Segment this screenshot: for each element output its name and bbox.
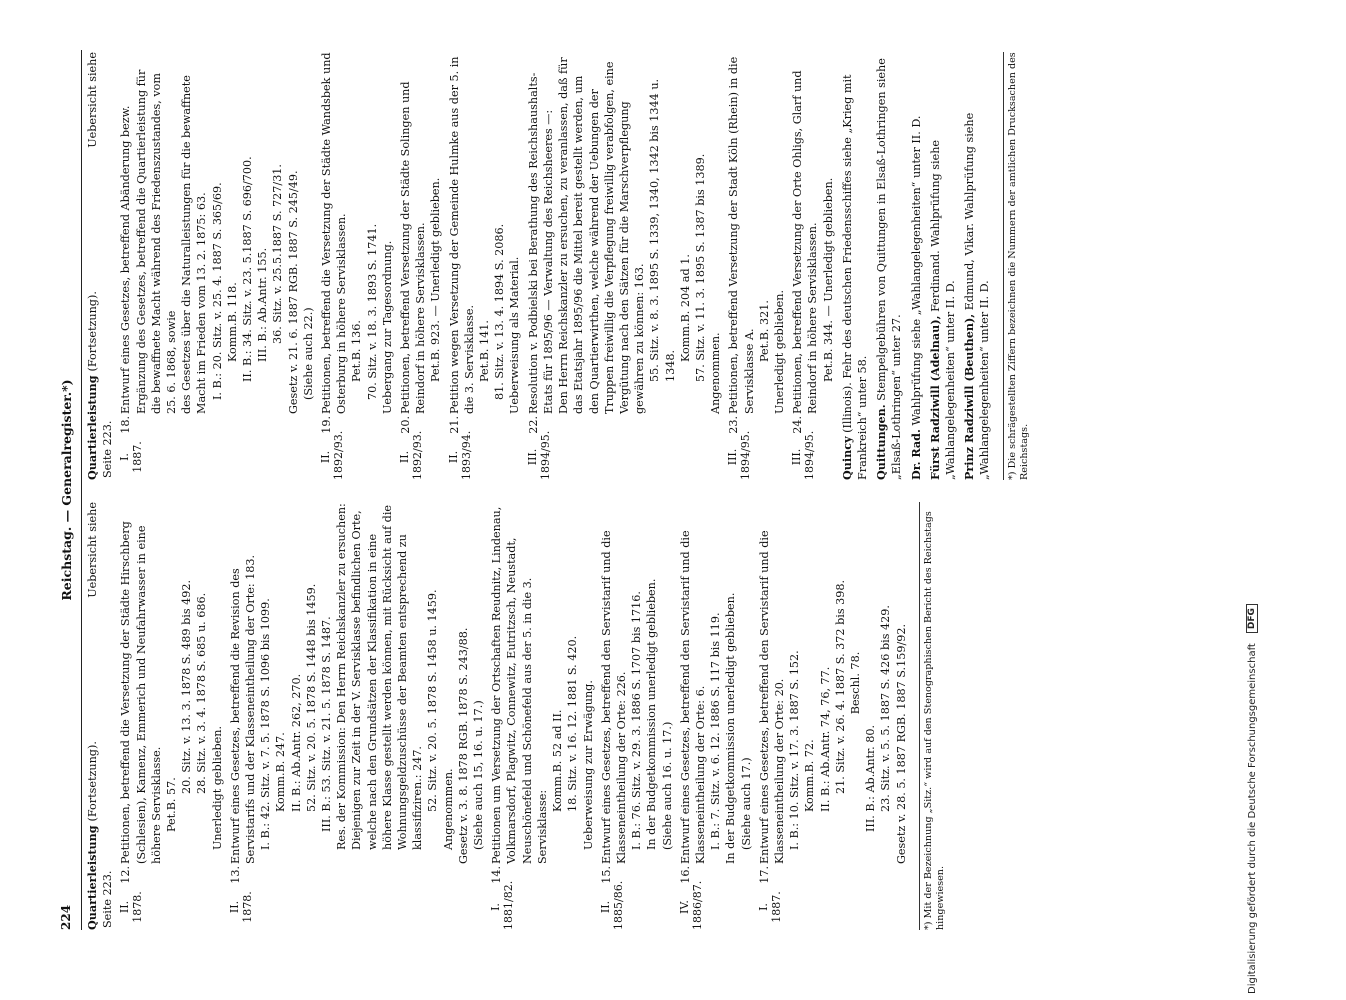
session-year: 1887. <box>769 891 783 923</box>
register-entry <box>447 52 523 480</box>
session-label <box>525 430 552 480</box>
index-entry-text: Stempelgebühren von Quittungen in Elsaß-Lothringen siehe „Elsaß-Lothringen“ unter 27. <box>875 58 904 480</box>
session-label <box>790 430 817 480</box>
entry-line: Resolution v. Podbielski bei Berathung des Reichshaushalts-Etats für 1895/96 — Verwaltung des Reichsheeres —: <box>526 72 555 414</box>
entry-line: 70. Sitz. v. 18. 3. 1893 S. 1741. <box>365 223 379 400</box>
register-entry <box>398 52 444 480</box>
entry-line: (Siehe auch 17.) <box>739 757 753 850</box>
index-entry-head: Prinz Radziwill (Beuthen), <box>962 313 977 480</box>
session-number: I. <box>756 903 770 911</box>
section-crossref: Uebersicht siehe <box>86 52 99 148</box>
session-year: 1893/94. <box>459 430 473 480</box>
left-column <box>85 502 947 930</box>
register-entry <box>118 52 316 480</box>
session-number: IV. <box>677 900 691 914</box>
entry-number: 12. <box>119 866 133 884</box>
index-entry <box>962 52 992 480</box>
entry-line: In der Budgetkommission unerledigt geblieben. <box>645 578 659 850</box>
entry-line: Entwurf eines Gesetzes, betreffend den Servistarif und die Klasseneintheilung der Orte: 6. <box>678 530 707 864</box>
entry-line: Pet.B. 57. <box>165 777 179 832</box>
session-label <box>677 880 704 930</box>
register-entry <box>678 502 754 930</box>
entry-line: Uebergang zur Tagesordnung. <box>380 240 394 414</box>
entry-line: Ueberweisung als Material. <box>508 256 522 414</box>
entry-line: I. B.: 20. Sitz. v. 25. 4. 1887 S. 365/69. <box>210 182 224 400</box>
index-entry-text: Wahlprüfung siehe „Wahlangelegenheiten“ unter II. D. <box>909 115 923 426</box>
session-label <box>319 430 346 480</box>
entry-line: 18. Sitz. v. 16. 12. 1881 S. 420. <box>566 635 580 812</box>
entry-line: Pet.B. 141. <box>478 320 492 382</box>
session-year: 1878. <box>240 891 254 923</box>
session-label <box>118 884 144 930</box>
session-year: 1886/87. <box>690 880 704 930</box>
register-entry <box>757 502 909 930</box>
entry-line: Entwurf eines Gesetzes, betreffend Abänderung bezw. Ergänzung des Gesetzes, betreffend die Quartierleistung für die bewaffnete Macht während des Friedenszustandes, vom 25. 6. 1868, sowie <box>119 69 179 414</box>
entry-line: Komm.B. 204 ad 1. <box>678 254 692 362</box>
entry-line: Pet.B. 923. — Unerledigt geblieben. <box>429 177 443 382</box>
entry-line: I. B.: 42. Sitz. v. 7. 5. 1878 S. 1096 bis 1099. <box>259 598 273 850</box>
dfg-logo: DFG <box>1246 604 1258 633</box>
session-number: II. <box>446 450 460 464</box>
footnote: *) Die schrägestellten Ziffern bezeichnen die Nummern der amtlichen Drucksachen des Reichstags. <box>1003 52 1031 480</box>
entry-number: 15. <box>599 866 613 884</box>
section-page-ref: Seite 223. <box>101 420 115 478</box>
right-column <box>85 52 1031 480</box>
session-label <box>489 880 516 930</box>
session-number: II. <box>598 900 612 914</box>
entry-line: Komm.B. 118. <box>225 282 239 362</box>
section-title: Quartierleistung <box>85 825 99 930</box>
section-continuation: (Fortsetzung). <box>86 741 99 822</box>
index-entry-text: Edmund, Vikar. Wahlprüfung siehe „Wahlangelegenheiten“ unter II. D. <box>963 112 992 480</box>
entry-line: Beschl. 78. <box>848 651 862 715</box>
session-year: 1894/95. <box>739 430 753 480</box>
entry-line: des Gesetzes über die Naturalleistungen für die bewaffnete Macht im Frieden vom 13. 2. 1875: 63. <box>180 75 209 414</box>
entry-line: 36. Sitz. v. 25.5.1887 S. 727/31. <box>271 164 285 344</box>
entry-line: II. B.: 34. Sitz. v. 23. 5.1887 S. 696/700. <box>241 156 255 382</box>
index-entry-head: Quittungen. <box>874 404 889 480</box>
session-number: III. <box>726 448 740 466</box>
section-heading <box>85 502 100 930</box>
session-year: 1894/95. <box>803 430 817 480</box>
section-page-ref: Seite 223. <box>101 870 115 928</box>
entry-line: Pet.B. 136. <box>350 320 364 382</box>
index-entry-text: (Illinois). Fehr des deutschen Friedensschiffes siehe „Krieg mit Frankreich“ unter 58. <box>840 74 869 480</box>
entry-line: II. B.: Ab.Antr. 74, 76, 77. <box>818 666 832 812</box>
entry-line: Petitionen, betreffend Versetzung der Orte Ohligs, Glarf und Reindorf in höhere Servisklassen. <box>791 70 820 414</box>
entry-number: 18. <box>119 416 133 434</box>
session-number: II. <box>227 900 241 914</box>
session-number: III. <box>525 448 539 466</box>
entry-line: Petitionen, betreffend die Versetzung der Städte Hirschberg (Schlesien), Kamenz, Emmerich und Neufahrwasser in eine höhere Servisklasse. <box>119 521 163 864</box>
entry-line: Gesetz v. 3. 8. 1878 RGB. 1878 S. 243/88. <box>456 627 470 864</box>
session-label <box>726 430 753 480</box>
entry-line: Unerledigt geblieben. <box>210 725 224 850</box>
entry-line: Komm.B. 72. <box>803 739 817 812</box>
entry-line: (Siehe auch 15, 16. u. 17.) <box>472 700 486 850</box>
entry-line: 52. Sitz. v. 20. 5. 1878 S. 1448 bis 1459. <box>304 583 318 812</box>
session-year: 1894/95. <box>538 430 552 480</box>
session-label <box>118 434 144 480</box>
entry-line: Ueberweisung zur Erwägung. <box>581 680 595 850</box>
entry-line: (Siehe auch 22.) <box>301 307 315 400</box>
entry-line: Angenommen. <box>709 332 723 414</box>
entry-line: I. B.: 7. Sitz. v. 6. 12. 1886 S. 117 bis 119. <box>709 612 723 850</box>
entry-line: 20. Sitz. v. 13. 3. 1878 S. 489 bis 492. <box>180 579 194 794</box>
register-entry <box>228 502 486 930</box>
entry-line: Komm.B. 52 ad II. <box>551 709 565 812</box>
index-entry <box>909 52 924 480</box>
register-entry <box>790 52 836 480</box>
entry-line: Petitionen, betreffend Versetzung der Stadt Köln (Rhein) in die Servisklasse A. <box>727 56 756 414</box>
entry-line: In der Budgetkommission unerledigt geblieben. <box>724 592 738 864</box>
entry-line: 81. Sitz. v. 13. 4. 1894 S. 2086. <box>493 223 507 400</box>
entry-line: Res. der Kommission: Den Herrn Reichskanzler zu ersuchen: Diejenigen zur Zeit in der V. Servisklasse befindlichen Orte, welche nach den Grundsätzen der Klassifikation in eine höhere Klasse gestellt werden können, mit Rücksicht auf die Wohnungsgeldzuschüsse der Beamten entsprechend zu klassifiziren.: 247. <box>335 503 425 850</box>
register-entry <box>489 502 595 930</box>
entry-line: Petition wegen Versetzung der Gemeinde Hulmke aus der 5. in die 3. Servisklasse. <box>447 56 476 414</box>
section-continuation: (Fortsetzung). <box>86 291 99 372</box>
session-label <box>446 430 473 480</box>
entry-line: Komm.B. 247. <box>274 732 288 812</box>
entry-line: 28. Sitz. v. 3. 4. 1878 S. 685 u. 686. <box>195 592 209 794</box>
entry-line: Angenommen. <box>441 768 455 850</box>
index-entry-head: Quincy <box>839 436 854 480</box>
entry-line: Entwurf eines Gesetzes, betreffend den Servistarif und die Klasseneintheilung der Orte: 226. <box>599 530 628 864</box>
entry-line: 21. Sitz. v. 26. 4. 1887 S. 372 bis 398. <box>833 579 847 794</box>
register-entry <box>726 52 787 480</box>
entry-line: Pet.B. 344. — Unerledigt geblieben. <box>821 177 835 382</box>
entry-number: 20. <box>399 416 413 434</box>
section-title: Quartierleistung <box>85 375 99 480</box>
entry-line: Petitionen, betreffend Versetzung der Städte Solingen und Reindorf in höhere Servisklassen. <box>399 81 428 414</box>
entry-number: 23. <box>727 416 741 434</box>
session-number: II. <box>319 450 333 464</box>
session-number: III. <box>790 448 804 466</box>
digitization-credit <box>1246 6 1258 994</box>
running-header <box>55 50 82 930</box>
entry-line: 52. Sitz. v. 20. 5. 1878 S. 1458 u. 1459. <box>426 589 440 812</box>
entry-line: I. B.: 76. Sitz. v. 29. 3. 1886 S. 1707 bis 1716. <box>630 591 644 850</box>
entry-line: III. B.: Ab.Antr. 80. <box>864 724 878 832</box>
session-year: 1881/82. <box>502 880 516 930</box>
entry-number: 16. <box>678 866 692 884</box>
session-number: I. <box>118 453 132 461</box>
session-year: 1887. <box>131 441 145 473</box>
register-entry <box>526 52 724 480</box>
entry-line: II. B.: Ab.Antr. 262, 270. <box>289 673 303 812</box>
session-year: 1892/93. <box>332 430 346 480</box>
section-heading <box>85 52 100 480</box>
entry-line: Pet.B. 321. <box>757 300 771 362</box>
index-entry <box>874 52 904 480</box>
index-entry-head: Dr. Rad. <box>908 429 923 480</box>
entry-line: Petitionen, betreffend die Versetzung der Städte Wandsbek und Osterburg in höhere Servisklassen. <box>320 52 349 414</box>
session-year: 1892/93. <box>411 430 425 480</box>
session-number: I. <box>489 903 503 911</box>
session-year: 1885/86. <box>611 880 625 930</box>
entry-line: III. B.: Ab.Antr. 155. <box>256 247 270 362</box>
index-entry-head: Fürst Radziwill (Adelnau), <box>927 315 942 480</box>
session-number: II. <box>398 450 412 464</box>
entry-number: 24. <box>791 416 805 434</box>
footnote: *) Mit der Bezeichnung „Sitz.“ wird auf den Stenographischen Bericht des Reichstags hingewiesen. <box>919 502 947 930</box>
register-entry <box>599 502 675 930</box>
session-label <box>398 430 425 480</box>
index-entry <box>840 52 870 480</box>
entry-line: Petitionen um Versetzung der Ortschaften Reudnitz, Lindenau, Volkmarsdorf, Plagwitz, Connewitz, Eutritzsch, Neustadt, Neuschönefeld und Schönefeld aus der 5. in die 3. Servisklasse: <box>490 506 549 864</box>
entry-number: 21. <box>447 416 461 434</box>
index-entry <box>928 52 958 480</box>
entry-number: 14. <box>490 866 504 884</box>
entry-line: III. B.: 53. Sitz. v. 21. 5. 1878 S. 1487. <box>320 616 334 832</box>
entry-number: 13. <box>228 866 242 884</box>
entry-number: 19. <box>320 416 334 434</box>
entry-line: 57. Sitz. v. 11. 3. 1895 S. 1387 bis 1389. <box>693 153 707 382</box>
register-entry <box>319 52 395 480</box>
session-label <box>228 884 254 930</box>
entry-line: Gesetz v. 21. 6. 1887 RGB. 1887 S. 245/49. <box>286 170 300 414</box>
entry-line: Gesetz v. 28. 5. 1887 RGB. 1887 S.159/92. <box>894 623 908 864</box>
entry-line: Unerledigt geblieben. <box>772 289 786 414</box>
entry-line: I. B.: 10. Sitz. v. 17. 3. 1887 S. 152. <box>788 650 802 850</box>
entry-line: 55. Sitz. v. 8. 3. 1895 S. 1339, 1340, 1342 bis 1344 u. 1348. <box>648 78 677 382</box>
entry-line: (Siehe auch 16. u. 17.) <box>660 721 674 850</box>
page-title: Reichstag. — Generalregister.*) <box>59 379 74 601</box>
page-number: 224 <box>59 904 73 930</box>
entry-line: Entwurf eines Gesetzes, betreffend die Revision des Servistarifs und der Klasseneintheilung der Orte: 183. <box>228 554 258 864</box>
register-entry <box>118 502 224 930</box>
entry-line: 23. Sitz. v. 5. 5. 1887 S. 426 bis 429. <box>879 605 893 812</box>
entry-number: 17. <box>757 866 771 884</box>
session-label <box>757 884 783 930</box>
credit-text: Digitalisierung gefördert durch die Deutsche Forschungsgemeinschaft <box>1246 643 1258 994</box>
session-label <box>598 880 625 930</box>
session-number: II. <box>118 900 132 914</box>
session-year: 1878. <box>131 891 145 923</box>
entry-number: 22. <box>526 416 540 434</box>
section-crossref: Uebersicht siehe <box>86 502 99 598</box>
entry-line: Den Herrn Reichskanzler zu ersuchen, zu veranlassen, daß für das Etatsjahr 1895/96 die Mittel bereit gestellt werden, um den Quartierwirthen, welche während der Uebungen der Truppen freiwillig die Verpflegung freiwillig verabfolgen, eine Vergütung nach den Sätzen für die Marschverpflegung gewähren zu können: 163. <box>557 57 647 414</box>
index-entry-text: Ferdinand. Wahlprüfung siehe „Wahlangelegenheiten“ unter II. D. <box>928 139 957 480</box>
entry-line: Entwurf eines Gesetzes, betreffend den Servistarif und die Klasseneintheilung der Orte: 20. <box>757 530 786 864</box>
